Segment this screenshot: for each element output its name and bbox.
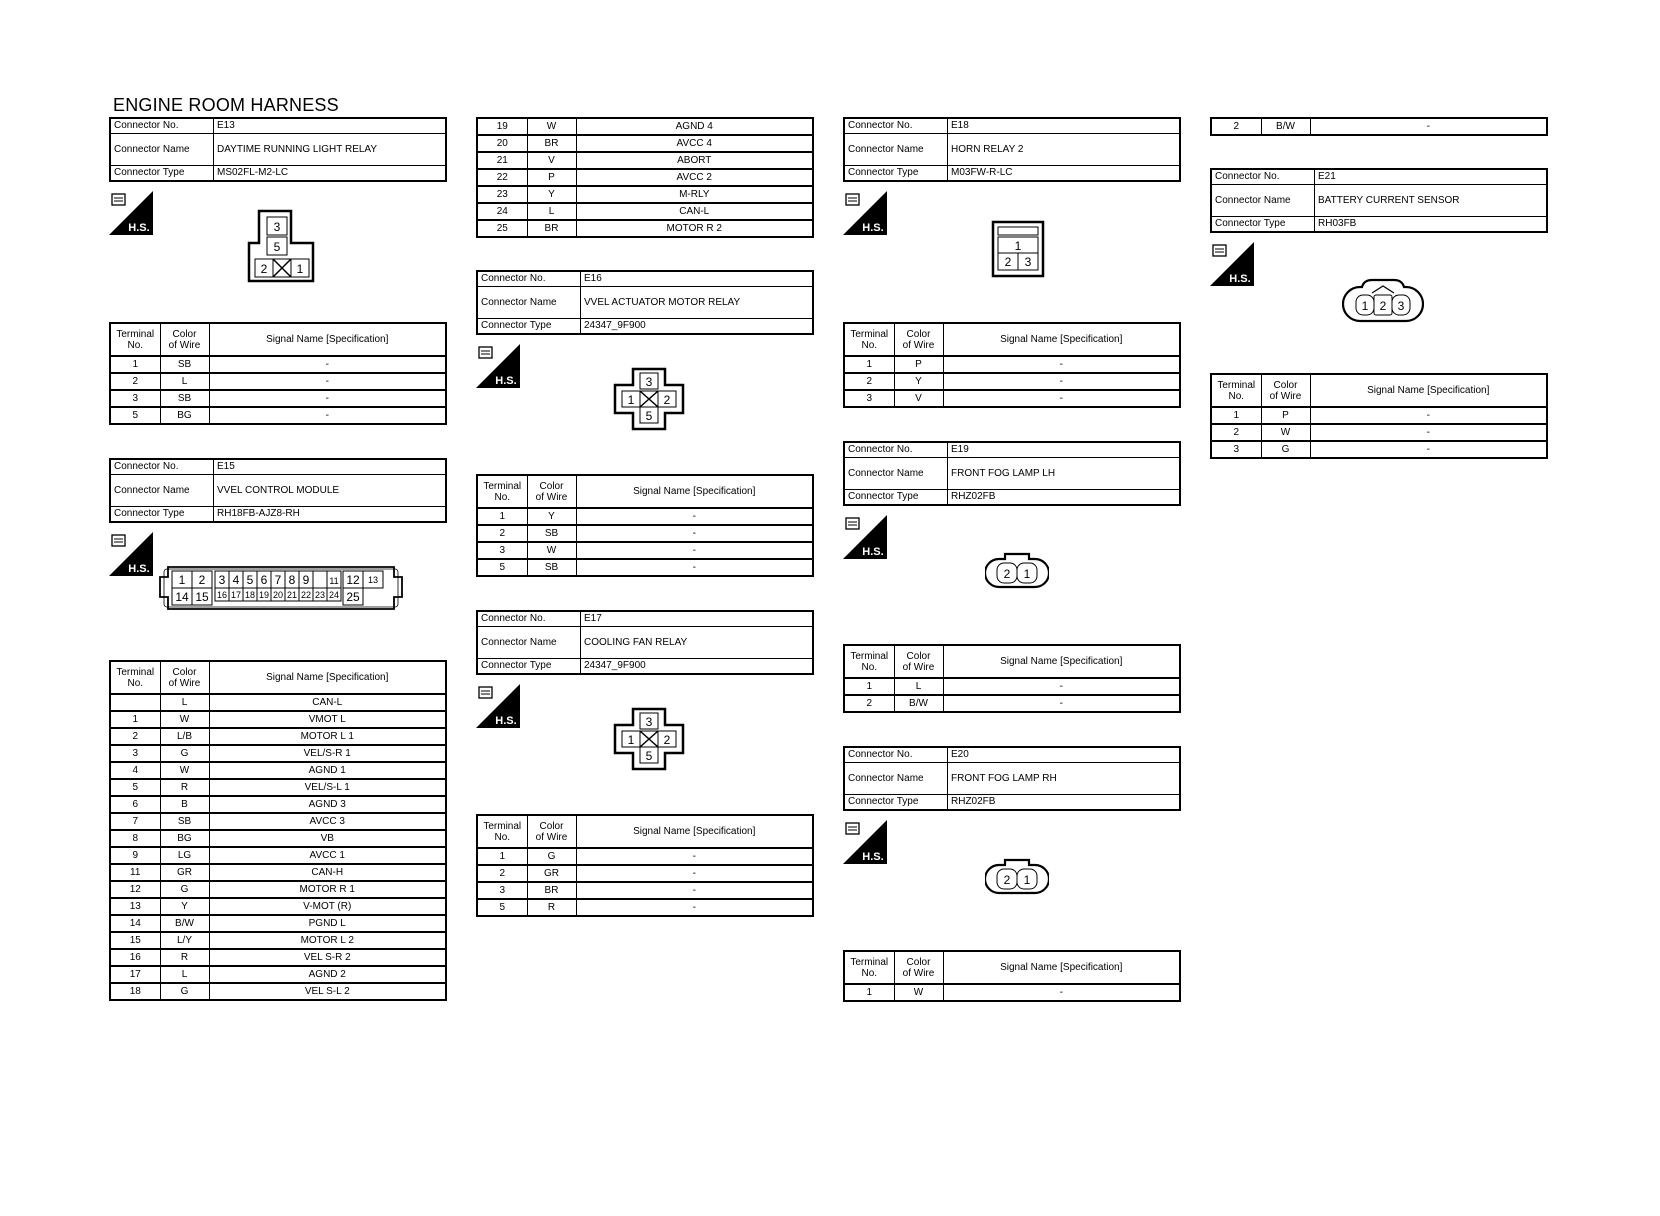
connector-type-value: RH03FB xyxy=(1315,217,1548,233)
harness-side-icon xyxy=(476,344,520,388)
table-row: 4 W AGND 1 xyxy=(110,762,446,779)
table-row: 16 R VEL S-R 2 xyxy=(110,949,446,966)
connector-e17-face xyxy=(613,707,687,771)
table-row: 24 L CAN-L xyxy=(477,203,813,220)
table-row: 2 L - xyxy=(110,373,446,390)
connector-name-label: Connector Name xyxy=(477,627,581,659)
svg-text:H.S.: H.S. xyxy=(495,375,517,387)
connector-name-value: COOLING FAN RELAY xyxy=(581,627,814,659)
svg-text:H.S.: H.S. xyxy=(128,563,150,575)
table-row: 1 P - xyxy=(1211,407,1547,424)
connector-e21-info xyxy=(1210,168,1548,233)
table-row: 9 LG AVCC 1 xyxy=(110,847,446,864)
svg-text:5: 5 xyxy=(645,749,653,763)
table-row: 25 BR MOTOR R 2 xyxy=(477,220,813,237)
connector-name-label: Connector Name xyxy=(110,475,214,507)
svg-text:1: 1 xyxy=(178,573,186,587)
connector-e16-info xyxy=(476,270,814,335)
terminal-header: Terminal No. xyxy=(844,645,894,678)
connector-type-value: 24347_9F900 xyxy=(581,319,814,335)
table-row: 3 BR - xyxy=(477,882,813,899)
table-row: 5 BG - xyxy=(110,407,446,424)
svg-text:1: 1 xyxy=(627,733,635,747)
svg-text:25: 25 xyxy=(346,590,360,604)
svg-text:3: 3 xyxy=(1024,255,1032,269)
connector-no-label: Connector No. xyxy=(477,271,581,287)
table-row: 1 W VMOT L xyxy=(110,711,446,728)
signal-header: Signal Name [Specification] xyxy=(209,323,446,356)
connector-e18-info xyxy=(843,117,1181,182)
svg-text:H.S.: H.S. xyxy=(862,546,884,558)
terminal-header: Terminal No. xyxy=(844,323,894,356)
color-header: Color of Wire xyxy=(527,815,576,848)
table-row: 11 GR CAN-H xyxy=(110,864,446,881)
connector-name-label: Connector Name xyxy=(844,763,948,795)
table-row: 2 B/W - xyxy=(844,695,1180,712)
signal-header: Signal Name [Specification] xyxy=(576,475,813,508)
harness-side-icon xyxy=(843,515,887,559)
terminal-header: Terminal No. xyxy=(110,661,160,694)
color-header: Color of Wire xyxy=(894,951,943,984)
table-row: 3 G - xyxy=(1211,441,1547,458)
terminal-header: Terminal No. xyxy=(110,323,160,356)
connector-type-value: RHZ02FB xyxy=(948,795,1181,811)
svg-text:20: 20 xyxy=(272,590,284,600)
svg-text:18: 18 xyxy=(244,590,256,600)
page-title: ENGINE ROOM HARNESS xyxy=(113,95,339,115)
terminal-header: Terminal No. xyxy=(477,815,527,848)
connector-name-value: HORN RELAY 2 xyxy=(948,134,1181,166)
connector-e20-terminals-cont xyxy=(1210,117,1548,136)
connector-name-label: Connector Name xyxy=(110,134,214,166)
table-row: 12 G MOTOR R 1 xyxy=(110,881,446,898)
svg-text:H.S.: H.S. xyxy=(1229,273,1251,285)
table-row: 2 SB - xyxy=(477,525,813,542)
connector-no-value: E17 xyxy=(581,611,814,627)
connector-e13-face xyxy=(245,209,321,285)
svg-text:1: 1 xyxy=(1023,873,1031,887)
table-row: 3 SB - xyxy=(110,390,446,407)
svg-text:2: 2 xyxy=(198,573,206,587)
connector-type-label: Connector Type xyxy=(844,490,948,506)
svg-text:2: 2 xyxy=(1003,567,1011,581)
connector-name-value: VVEL ACTUATOR MOTOR RELAY xyxy=(581,287,814,319)
connector-name-value: FRONT FOG LAMP LH xyxy=(948,458,1181,490)
svg-text:16: 16 xyxy=(216,590,228,600)
table-row: 2 GR - xyxy=(477,865,813,882)
pin-label: 2 xyxy=(260,262,268,276)
connector-type-value: M03FW-R-LC xyxy=(948,166,1181,182)
svg-text:14: 14 xyxy=(175,590,189,604)
connector-e17-info xyxy=(476,610,814,675)
connector-e13-info xyxy=(109,117,447,182)
svg-text:12: 12 xyxy=(346,573,360,587)
terminal-header: Terminal No. xyxy=(477,475,527,508)
svg-text:2: 2 xyxy=(663,393,671,407)
svg-text:H.S.: H.S. xyxy=(862,222,884,234)
table-row: L CAN-L xyxy=(110,694,446,711)
table-row: 8 BG VB xyxy=(110,830,446,847)
connector-name-value: BATTERY CURRENT SENSOR xyxy=(1315,185,1548,217)
connector-e17-terminals xyxy=(476,814,814,917)
table-row: 19 W AGND 4 xyxy=(477,118,813,135)
table-row: 3 V - xyxy=(844,390,1180,407)
signal-header: Signal Name [Specification] xyxy=(943,323,1180,356)
table-row: 17 L AGND 2 xyxy=(110,966,446,983)
connector-no-label: Connector No. xyxy=(110,459,214,475)
table-row: 5 R - xyxy=(477,899,813,916)
connector-type-label: Connector Type xyxy=(110,507,214,523)
table-row: 1 L - xyxy=(844,678,1180,695)
connector-type-label: Connector Type xyxy=(1211,217,1315,233)
svg-text:13: 13 xyxy=(367,575,379,585)
svg-text:23: 23 xyxy=(314,590,326,600)
table-row: 2 L/B MOTOR L 1 xyxy=(110,728,446,745)
connector-name-label: Connector Name xyxy=(844,458,948,490)
connector-e16-face xyxy=(613,367,687,431)
table-row: 18 G VEL S-L 2 xyxy=(110,983,446,1000)
table-row: 7 SB AVCC 3 xyxy=(110,813,446,830)
terminal-header: Terminal No. xyxy=(844,951,894,984)
table-row: 15 L/Y MOTOR L 2 xyxy=(110,932,446,949)
connector-type-label: Connector Type xyxy=(844,795,948,811)
color-header: Color of Wire xyxy=(894,645,943,678)
svg-text:11: 11 xyxy=(329,576,339,586)
svg-text:1: 1 xyxy=(1023,567,1031,581)
connector-e21-terminals xyxy=(1210,373,1548,459)
table-row: 1 Y - xyxy=(477,508,813,525)
svg-text:17: 17 xyxy=(230,590,242,600)
connector-name-label: Connector Name xyxy=(844,134,948,166)
table-row: 5 SB - xyxy=(477,559,813,576)
signal-header: Signal Name [Specification] xyxy=(209,661,446,694)
svg-text:1: 1 xyxy=(1014,239,1022,253)
harness-side-icon xyxy=(476,684,520,728)
connector-e19-terminals xyxy=(843,644,1181,713)
connector-e18-terminals xyxy=(843,322,1181,408)
svg-text:3: 3 xyxy=(645,715,653,729)
table-row: 6 B AGND 3 xyxy=(110,796,446,813)
connector-type-label: Connector Type xyxy=(110,166,214,182)
svg-text:3: 3 xyxy=(1397,299,1405,313)
harness-side-icon xyxy=(109,532,153,576)
connector-no-value: E15 xyxy=(214,459,447,475)
svg-text:21: 21 xyxy=(286,590,298,600)
harness-side-icon xyxy=(843,191,887,235)
svg-text:1: 1 xyxy=(627,393,635,407)
connector-e20-info xyxy=(843,746,1181,811)
table-row: 5 R VEL/S-L 1 xyxy=(110,779,446,796)
signal-header: Signal Name [Specification] xyxy=(943,951,1180,984)
connector-e19-face xyxy=(985,551,1049,591)
svg-text:22: 22 xyxy=(300,590,312,600)
connector-type-value: RHZ02FB xyxy=(948,490,1181,506)
table-row: 3 G VEL/S-R 1 xyxy=(110,745,446,762)
connector-type-value: RH18FB-AJZ8-RH xyxy=(214,507,447,523)
connector-no-value: E18 xyxy=(948,118,1181,134)
table-row: 23 Y M-RLY xyxy=(477,186,813,203)
svg-text:4: 4 xyxy=(232,573,240,587)
svg-text:7: 7 xyxy=(274,573,282,587)
connector-e15-face xyxy=(158,563,408,613)
harness-side-icon xyxy=(109,191,153,235)
pin-label: 5 xyxy=(273,240,281,254)
connector-e20-face xyxy=(985,857,1049,897)
signal-header: Signal Name [Specification] xyxy=(943,645,1180,678)
connector-e18-face xyxy=(991,220,1045,278)
color-header: Color of Wire xyxy=(160,661,209,694)
table-row: 2 W - xyxy=(1211,424,1547,441)
svg-text:2: 2 xyxy=(1379,299,1387,313)
connector-name-value: DAYTIME RUNNING LIGHT RELAY xyxy=(214,134,447,166)
connector-no-value: E20 xyxy=(948,747,1181,763)
connector-name-label: Connector Name xyxy=(477,287,581,319)
connector-e15-terminals-cont xyxy=(476,117,814,238)
connector-no-value: E21 xyxy=(1315,169,1548,185)
svg-text:15: 15 xyxy=(195,590,209,604)
table-row: 20 BR AVCC 4 xyxy=(477,135,813,152)
svg-text:H.S.: H.S. xyxy=(862,851,884,863)
svg-text:2: 2 xyxy=(663,733,671,747)
svg-text:2: 2 xyxy=(1004,255,1012,269)
svg-text:5: 5 xyxy=(246,573,254,587)
svg-text:1: 1 xyxy=(1361,299,1369,313)
hs-text: H.S. xyxy=(128,222,150,234)
connector-no-value: E16 xyxy=(581,271,814,287)
svg-text:3: 3 xyxy=(218,573,226,587)
connector-name-value: VVEL CONTROL MODULE xyxy=(214,475,447,507)
table-row: 13 Y V-MOT (R) xyxy=(110,898,446,915)
table-row: 14 B/W PGND L xyxy=(110,915,446,932)
connector-e15-terminals xyxy=(109,660,447,1001)
svg-text:24: 24 xyxy=(328,590,340,600)
harness-side-icon xyxy=(1210,242,1254,286)
connector-type-label: Connector Type xyxy=(844,166,948,182)
color-header: Color of Wire xyxy=(160,323,209,356)
color-header: Color of Wire xyxy=(527,475,576,508)
connector-no-value: E19 xyxy=(948,442,1181,458)
connector-no-label: Connector No. xyxy=(844,747,948,763)
table-row: 21 V ABORT xyxy=(477,152,813,169)
table-row: 22 P AVCC 2 xyxy=(477,169,813,186)
svg-text:3: 3 xyxy=(645,375,653,389)
connector-e20-terminals xyxy=(843,950,1181,1002)
connector-e15-info xyxy=(109,458,447,523)
svg-text:6: 6 xyxy=(260,573,268,587)
table-row: 1 W - xyxy=(844,984,1180,1001)
connector-no-label: Connector No. xyxy=(844,118,948,134)
table-row: 1 P - xyxy=(844,356,1180,373)
connector-no-label: Connector No. xyxy=(477,611,581,627)
table-row: 1 SB - xyxy=(110,356,446,373)
svg-text:19: 19 xyxy=(258,590,270,600)
pin-label: 3 xyxy=(273,220,281,234)
connector-e21-face xyxy=(1342,277,1424,325)
pin-label: 1 xyxy=(296,262,304,276)
connector-type-value: 24347_9F900 xyxy=(581,659,814,675)
connector-no-label: Connector No. xyxy=(110,118,214,134)
connector-no-label: Connector No. xyxy=(844,442,948,458)
svg-text:2: 2 xyxy=(1003,873,1011,887)
table-row: 2 Y - xyxy=(844,373,1180,390)
svg-text:9: 9 xyxy=(302,573,310,587)
connector-type-value: MS02FL-M2-LC xyxy=(214,166,447,182)
connector-type-label: Connector Type xyxy=(477,319,581,335)
connector-e16-terminals xyxy=(476,474,814,577)
table-row: 1 G - xyxy=(477,848,813,865)
color-header: Color of Wire xyxy=(894,323,943,356)
connector-name-label: Connector Name xyxy=(1211,185,1315,217)
connector-no-value: E13 xyxy=(214,118,447,134)
svg-text:8: 8 xyxy=(288,573,296,587)
table-row: 2 B/W - xyxy=(1211,118,1547,135)
connector-name-value: FRONT FOG LAMP RH xyxy=(948,763,1181,795)
table-row: 3 W - xyxy=(477,542,813,559)
connector-e13-terminals xyxy=(109,322,447,425)
terminal-header: Terminal No. xyxy=(1211,374,1261,407)
connector-type-label: Connector Type xyxy=(477,659,581,675)
connector-no-label: Connector No. xyxy=(1211,169,1315,185)
signal-header: Signal Name [Specification] xyxy=(1310,374,1547,407)
svg-text:5: 5 xyxy=(645,409,653,423)
svg-text:H.S.: H.S. xyxy=(495,715,517,727)
color-header: Color of Wire xyxy=(1261,374,1310,407)
signal-header: Signal Name [Specification] xyxy=(576,815,813,848)
harness-side-icon xyxy=(843,820,887,864)
connector-e19-info xyxy=(843,441,1181,506)
